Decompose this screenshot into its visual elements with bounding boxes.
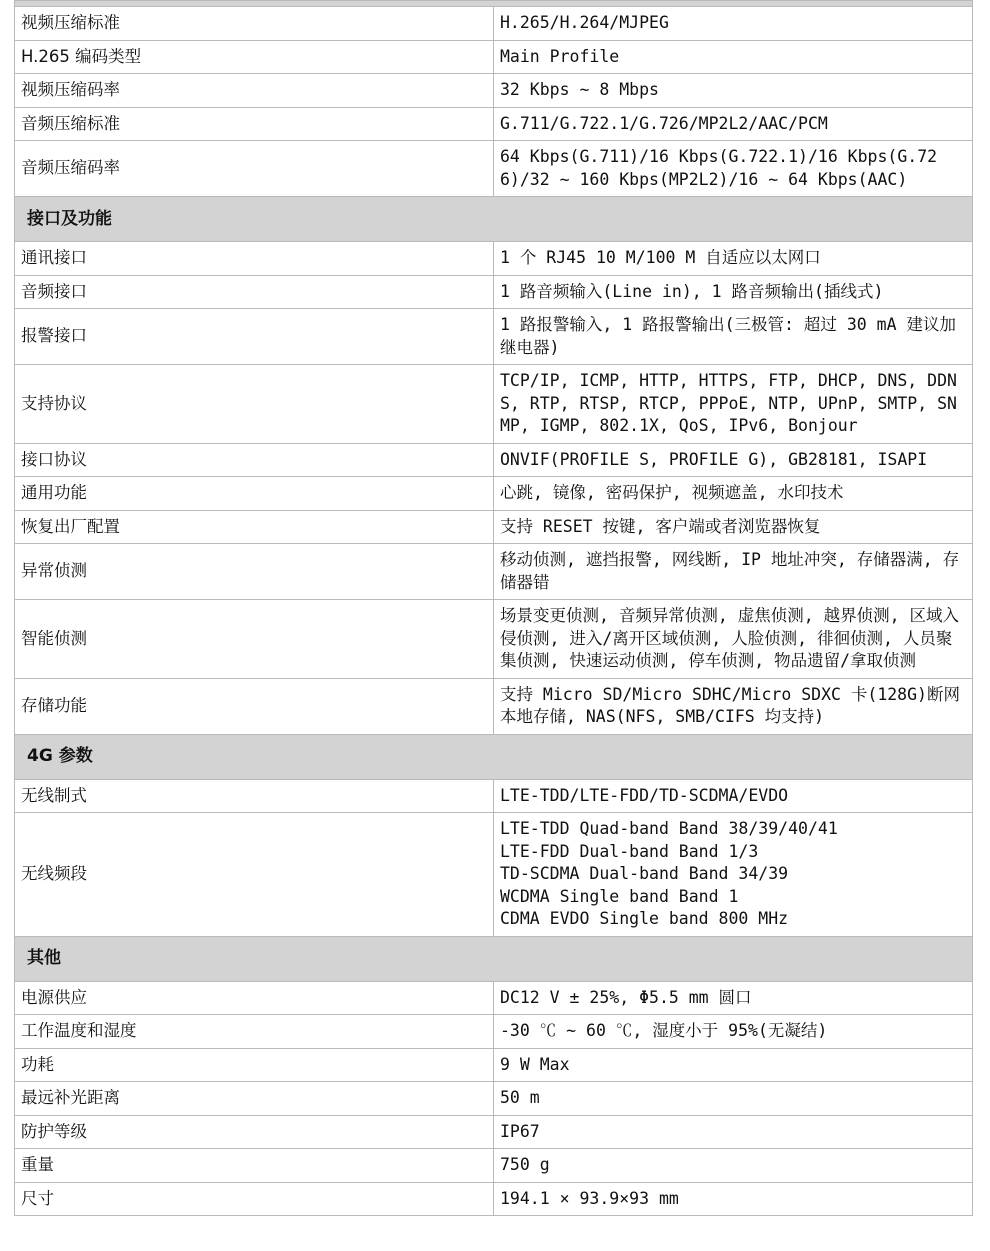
spec-value: 1 路报警输入, 1 路报警输出(三极管: 超过 30 mA 建议加继电器) <box>494 309 973 365</box>
section-header <box>15 734 973 779</box>
spec-label: 接口协议 <box>15 443 494 477</box>
spec-value: 场景变更侦测, 音频异常侦测, 虚焦侦测, 越界侦测, 区域入侵侦测, 进入/离开区域侦测, 人脸侦测, 徘徊侦测, 人员聚集侦测, 快速运动侦测, 停车侦测, 物品遗留/拿取侦测 <box>494 600 973 679</box>
spec-row <box>15 107 973 141</box>
spec-row <box>15 365 973 444</box>
spec-value: 32 Kbps ~ 8 Mbps <box>494 74 973 108</box>
spec-label: 支持协议 <box>15 365 494 444</box>
spec-value: 1 路音频输入(Line in), 1 路音频输出(插线式) <box>494 275 973 309</box>
spec-row <box>15 813 973 937</box>
spec-row <box>15 1082 973 1116</box>
spec-label: H.265 编码类型 <box>15 40 494 74</box>
spec-row <box>15 477 973 511</box>
spec-label: 尺寸 <box>15 1182 494 1216</box>
spec-row <box>15 779 973 813</box>
spec-label: 异常侦测 <box>15 544 494 600</box>
spec-value: -30 ℃ ~ 60 ℃, 湿度小于 95%(无凝结) <box>494 1015 973 1049</box>
spec-value: 194.1 × 93.9×93 mm <box>494 1182 973 1216</box>
spec-row <box>15 1015 973 1049</box>
spec-label: 智能侦测 <box>15 600 494 679</box>
spec-value: DC12 V ± 25%, Φ5.5 mm 圆口 <box>494 981 973 1015</box>
spec-label: 最远补光距离 <box>15 1082 494 1116</box>
section-title <box>15 734 973 779</box>
spec-row <box>15 1115 973 1149</box>
spec-label: 恢复出厂配置 <box>15 510 494 544</box>
spec-label: 电源供应 <box>15 981 494 1015</box>
spec-value: G.711/G.722.1/G.726/MP2L2/AAC/PCM <box>494 107 973 141</box>
spec-sheet <box>14 0 973 1216</box>
spec-row <box>15 275 973 309</box>
spec-label: 无线频段 <box>15 813 494 937</box>
spec-value: IP67 <box>494 1115 973 1149</box>
spec-value: LTE-TDD Quad-band Band 38/39/40/41 LTE-FDD Dual-band Band 1/3 TD-SCDMA Dual-band Band 34/39 WCDMA Single band Band 1 CDMA EVDO Single band 800 MHz <box>494 813 973 937</box>
spec-label: 存储功能 <box>15 678 494 734</box>
spec-row <box>15 7 973 41</box>
spec-value: TCP/IP, ICMP, HTTP, HTTPS, FTP, DHCP, DNS, DDNS, RTP, RTSP, RTCP, PPPoE, NTP, UPnP, SMTP, SNMP, IGMP, 802.1X, QoS, IPv6, Bonjour <box>494 365 973 444</box>
section-header <box>15 197 973 242</box>
spec-label: 工作温度和湿度 <box>15 1015 494 1049</box>
section-header <box>15 936 973 981</box>
spec-value: H.265/H.264/MJPEG <box>494 7 973 41</box>
spec-label: 通用功能 <box>15 477 494 511</box>
spec-row <box>15 443 973 477</box>
section-title-text: 其他 <box>27 948 61 969</box>
spec-label: 音频压缩码率 <box>15 141 494 197</box>
spec-label: 重量 <box>15 1149 494 1183</box>
spec-row <box>15 981 973 1015</box>
spec-label: 音频接口 <box>15 275 494 309</box>
spec-label: 通讯接口 <box>15 242 494 276</box>
spec-label: 功耗 <box>15 1048 494 1082</box>
spec-value: 64 Kbps(G.711)/16 Kbps(G.722.1)/16 Kbps(G.726)/32 ~ 160 Kbps(MP2L2)/16 ~ 64 Kbps(AAC) <box>494 141 973 197</box>
spec-value: 9 W Max <box>494 1048 973 1082</box>
spec-row <box>15 678 973 734</box>
spec-row <box>15 141 973 197</box>
section-title <box>15 197 973 242</box>
section-title-text: 接口及功能 <box>27 208 112 229</box>
spec-row <box>15 1182 973 1216</box>
spec-value: 支持 RESET 按键, 客户端或者浏览器恢复 <box>494 510 973 544</box>
spec-value: 750 g <box>494 1149 973 1183</box>
section-title <box>15 936 973 981</box>
spec-row <box>15 600 973 679</box>
spec-value: 50 m <box>494 1082 973 1116</box>
spec-row <box>15 40 973 74</box>
spec-row <box>15 309 973 365</box>
spec-label: 视频压缩码率 <box>15 74 494 108</box>
spec-value: LTE-TDD/LTE-FDD/TD-SCDMA/EVDO <box>494 779 973 813</box>
spec-row <box>15 1048 973 1082</box>
spec-value: 1 个 RJ45 10 M/100 M 自适应以太网口 <box>494 242 973 276</box>
spec-label: 无线制式 <box>15 779 494 813</box>
spec-label: 音频压缩标准 <box>15 107 494 141</box>
spec-row <box>15 510 973 544</box>
spec-row <box>15 74 973 108</box>
spec-value: 移动侦测, 遮挡报警, 网线断, IP 地址冲突, 存储器满, 存储器错 <box>494 544 973 600</box>
spec-value: 心跳, 镜像, 密码保护, 视频遮盖, 水印技术 <box>494 477 973 511</box>
spec-row <box>15 544 973 600</box>
spec-value: Main Profile <box>494 40 973 74</box>
spec-table <box>14 0 973 1216</box>
spec-row <box>15 242 973 276</box>
spec-value: ONVIF(PROFILE S, PROFILE G), GB28181, ISAPI <box>494 443 973 477</box>
spec-label: 防护等级 <box>15 1115 494 1149</box>
section-title-text: 4G 参数 <box>27 746 93 767</box>
spec-value: 支持 Micro SD/Micro SDHC/Micro SDXC 卡(128G)断网本地存储, NAS(NFS, SMB/CIFS 均支持) <box>494 678 973 734</box>
spec-row <box>15 1149 973 1183</box>
spec-label: 视频压缩标准 <box>15 7 494 41</box>
spec-label: 报警接口 <box>15 309 494 365</box>
